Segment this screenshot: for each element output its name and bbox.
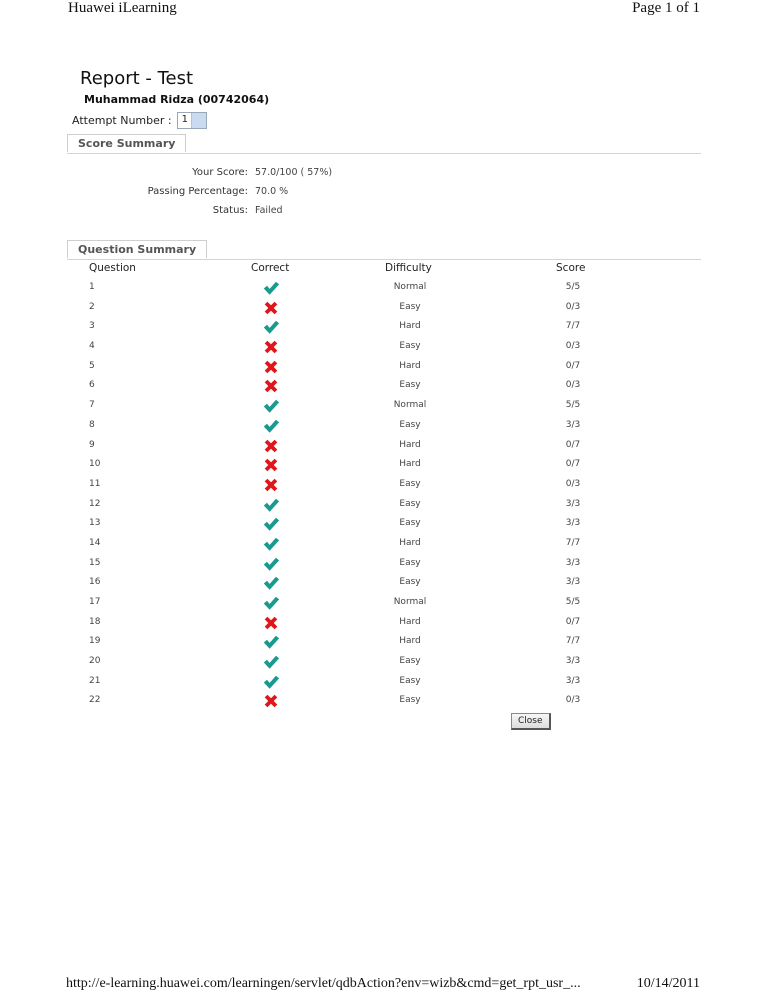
close-button[interactable]: Close [511, 713, 551, 730]
check-icon [262, 318, 280, 336]
table-row [0, 496, 768, 516]
cross-icon [262, 692, 280, 710]
check-icon [262, 417, 280, 435]
score-label: Your Score: [192, 167, 248, 178]
difficulty-value: Normal [393, 282, 427, 292]
table-row [0, 476, 768, 496]
cross-icon [262, 299, 280, 317]
score-value: 57.0/100 ( 57%) [255, 167, 333, 178]
question-number: 4 [89, 341, 95, 352]
table-row [0, 692, 768, 712]
table-row [0, 456, 768, 476]
score-value: 3/3 [565, 656, 581, 667]
difficulty-value: Easy [399, 518, 421, 529]
print-header-site: Huawei iLearning [68, 0, 177, 16]
check-icon [262, 397, 280, 415]
attempt-dropdown-button[interactable] [191, 113, 206, 128]
user-name: Muhammad Ridza (00742064) [84, 93, 270, 106]
question-number: 20 [89, 656, 101, 667]
score-value: 7/7 [565, 321, 581, 332]
difficulty-value: Easy [399, 341, 421, 352]
check-icon [262, 673, 280, 691]
table-row [0, 299, 768, 319]
status-value: Failed [255, 205, 283, 216]
score-value: 0/3 [565, 695, 581, 706]
table-row [0, 338, 768, 358]
difficulty-value: Easy [399, 557, 421, 568]
check-icon [262, 594, 280, 612]
score-value: 3/3 [565, 577, 581, 588]
difficulty-value: Easy [399, 301, 421, 312]
attempt-value: 1 [181, 114, 188, 125]
question-number: 18 [89, 616, 101, 627]
column-header-correct: Correct [251, 262, 290, 274]
table-row [0, 437, 768, 457]
difficulty-value: Hard [399, 616, 421, 627]
check-icon [262, 633, 280, 651]
question-number: 1 [89, 282, 95, 292]
check-icon [262, 279, 280, 297]
table-row [0, 377, 768, 397]
difficulty-value: Easy [399, 419, 421, 430]
tab-question-summary: Question Summary [67, 240, 207, 258]
table-row [0, 318, 768, 338]
table-row [0, 673, 768, 693]
cross-icon [262, 437, 280, 455]
check-icon [262, 496, 280, 514]
status-label: Status: [212, 205, 248, 216]
print-footer-url: http://e-learning.huawei.com/learningen/servlet/qdbAction?env=wizb&cmd=get_rpt_usr_... [66, 976, 581, 991]
score-value: 0/3 [565, 301, 581, 312]
question-number: 10 [89, 459, 101, 470]
question-number: 7 [89, 400, 95, 411]
score-value: 0/3 [565, 478, 581, 489]
score-row [68, 167, 332, 178]
score-value: 0/3 [565, 341, 581, 352]
check-icon [262, 535, 280, 553]
attempt-select[interactable] [177, 112, 207, 129]
question-number: 6 [89, 380, 95, 391]
cross-icon [262, 614, 280, 632]
score-value: 3/3 [565, 675, 581, 686]
divider [67, 259, 701, 260]
difficulty-value: Hard [399, 459, 421, 470]
table-row [0, 535, 768, 555]
difficulty-value: Normal [393, 597, 427, 607]
table-row [0, 555, 768, 575]
score-value: 0/3 [565, 380, 581, 391]
table-row [0, 397, 768, 417]
difficulty-value: Hard [399, 360, 421, 371]
difficulty-value: Easy [399, 656, 421, 667]
table-row [0, 515, 768, 535]
print-footer-date: 10/14/2011 [636, 976, 700, 991]
check-icon [262, 555, 280, 573]
divider [67, 153, 701, 154]
table-row [0, 574, 768, 594]
score-value: 5/5 [565, 400, 581, 411]
difficulty-value: Hard [399, 321, 421, 332]
score-value: 3/3 [565, 518, 581, 529]
table-row [0, 594, 768, 614]
score-value: 0/7 [565, 616, 581, 627]
question-number: 13 [89, 518, 101, 529]
score-value: 7/7 [565, 537, 581, 548]
attempt-label: Attempt Number : [72, 114, 172, 127]
question-number: 8 [89, 419, 95, 430]
passing-row [68, 186, 288, 197]
check-icon [262, 515, 280, 533]
question-number: 2 [89, 301, 95, 312]
difficulty-value: Hard [399, 439, 421, 450]
question-number: 9 [89, 439, 95, 450]
cross-icon [262, 456, 280, 474]
question-number: 15 [89, 557, 101, 568]
question-number: 14 [89, 537, 101, 548]
passing-label: Passing Percentage: [147, 186, 248, 197]
cross-icon [262, 476, 280, 494]
cross-icon [262, 377, 280, 395]
question-number: 16 [89, 577, 101, 588]
score-value: 3/3 [565, 498, 581, 509]
table-row [0, 653, 768, 673]
question-number: 19 [89, 636, 101, 647]
attempt-row [72, 112, 207, 129]
question-table [0, 279, 768, 712]
check-icon [262, 574, 280, 592]
difficulty-value: Normal [393, 400, 427, 411]
table-row [0, 279, 768, 299]
tab-score-summary: Score Summary [67, 134, 186, 152]
question-number: 11 [89, 478, 101, 489]
print-header-page: Page 1 of 1 [632, 0, 700, 16]
score-value: 5/5 [565, 282, 581, 292]
page-title: Report - Test [80, 68, 194, 89]
column-header-question: Question [89, 262, 136, 274]
table-row [0, 633, 768, 653]
table-row [0, 614, 768, 634]
score-value: 7/7 [565, 636, 581, 647]
score-value: 3/3 [565, 557, 581, 568]
passing-value: 70.0 % [255, 186, 289, 197]
difficulty-value: Easy [399, 380, 421, 391]
cross-icon [262, 358, 280, 376]
table-row [0, 358, 768, 378]
score-value: 5/5 [565, 597, 581, 607]
difficulty-value: Easy [399, 577, 421, 588]
question-number: 3 [89, 321, 95, 332]
score-value: 0/7 [565, 360, 581, 371]
difficulty-value: Hard [399, 636, 421, 647]
cross-icon [262, 338, 280, 356]
check-icon [262, 653, 280, 671]
difficulty-value: Easy [399, 675, 421, 686]
table-row [0, 417, 768, 437]
difficulty-value: Easy [399, 478, 421, 489]
question-number: 12 [89, 498, 101, 509]
difficulty-value: Easy [399, 498, 421, 509]
score-value: 0/7 [565, 459, 581, 470]
score-value: 3/3 [565, 419, 581, 430]
difficulty-value: Hard [399, 537, 421, 548]
column-header-score: Score [556, 262, 586, 274]
question-number: 21 [89, 675, 101, 686]
column-header-difficulty: Difficulty [385, 262, 432, 274]
status-row [68, 205, 283, 216]
difficulty-value: Easy [399, 695, 421, 706]
score-value: 0/7 [565, 439, 581, 450]
question-number: 5 [89, 360, 95, 371]
question-number: 17 [89, 597, 101, 607]
question-number: 22 [89, 695, 101, 706]
